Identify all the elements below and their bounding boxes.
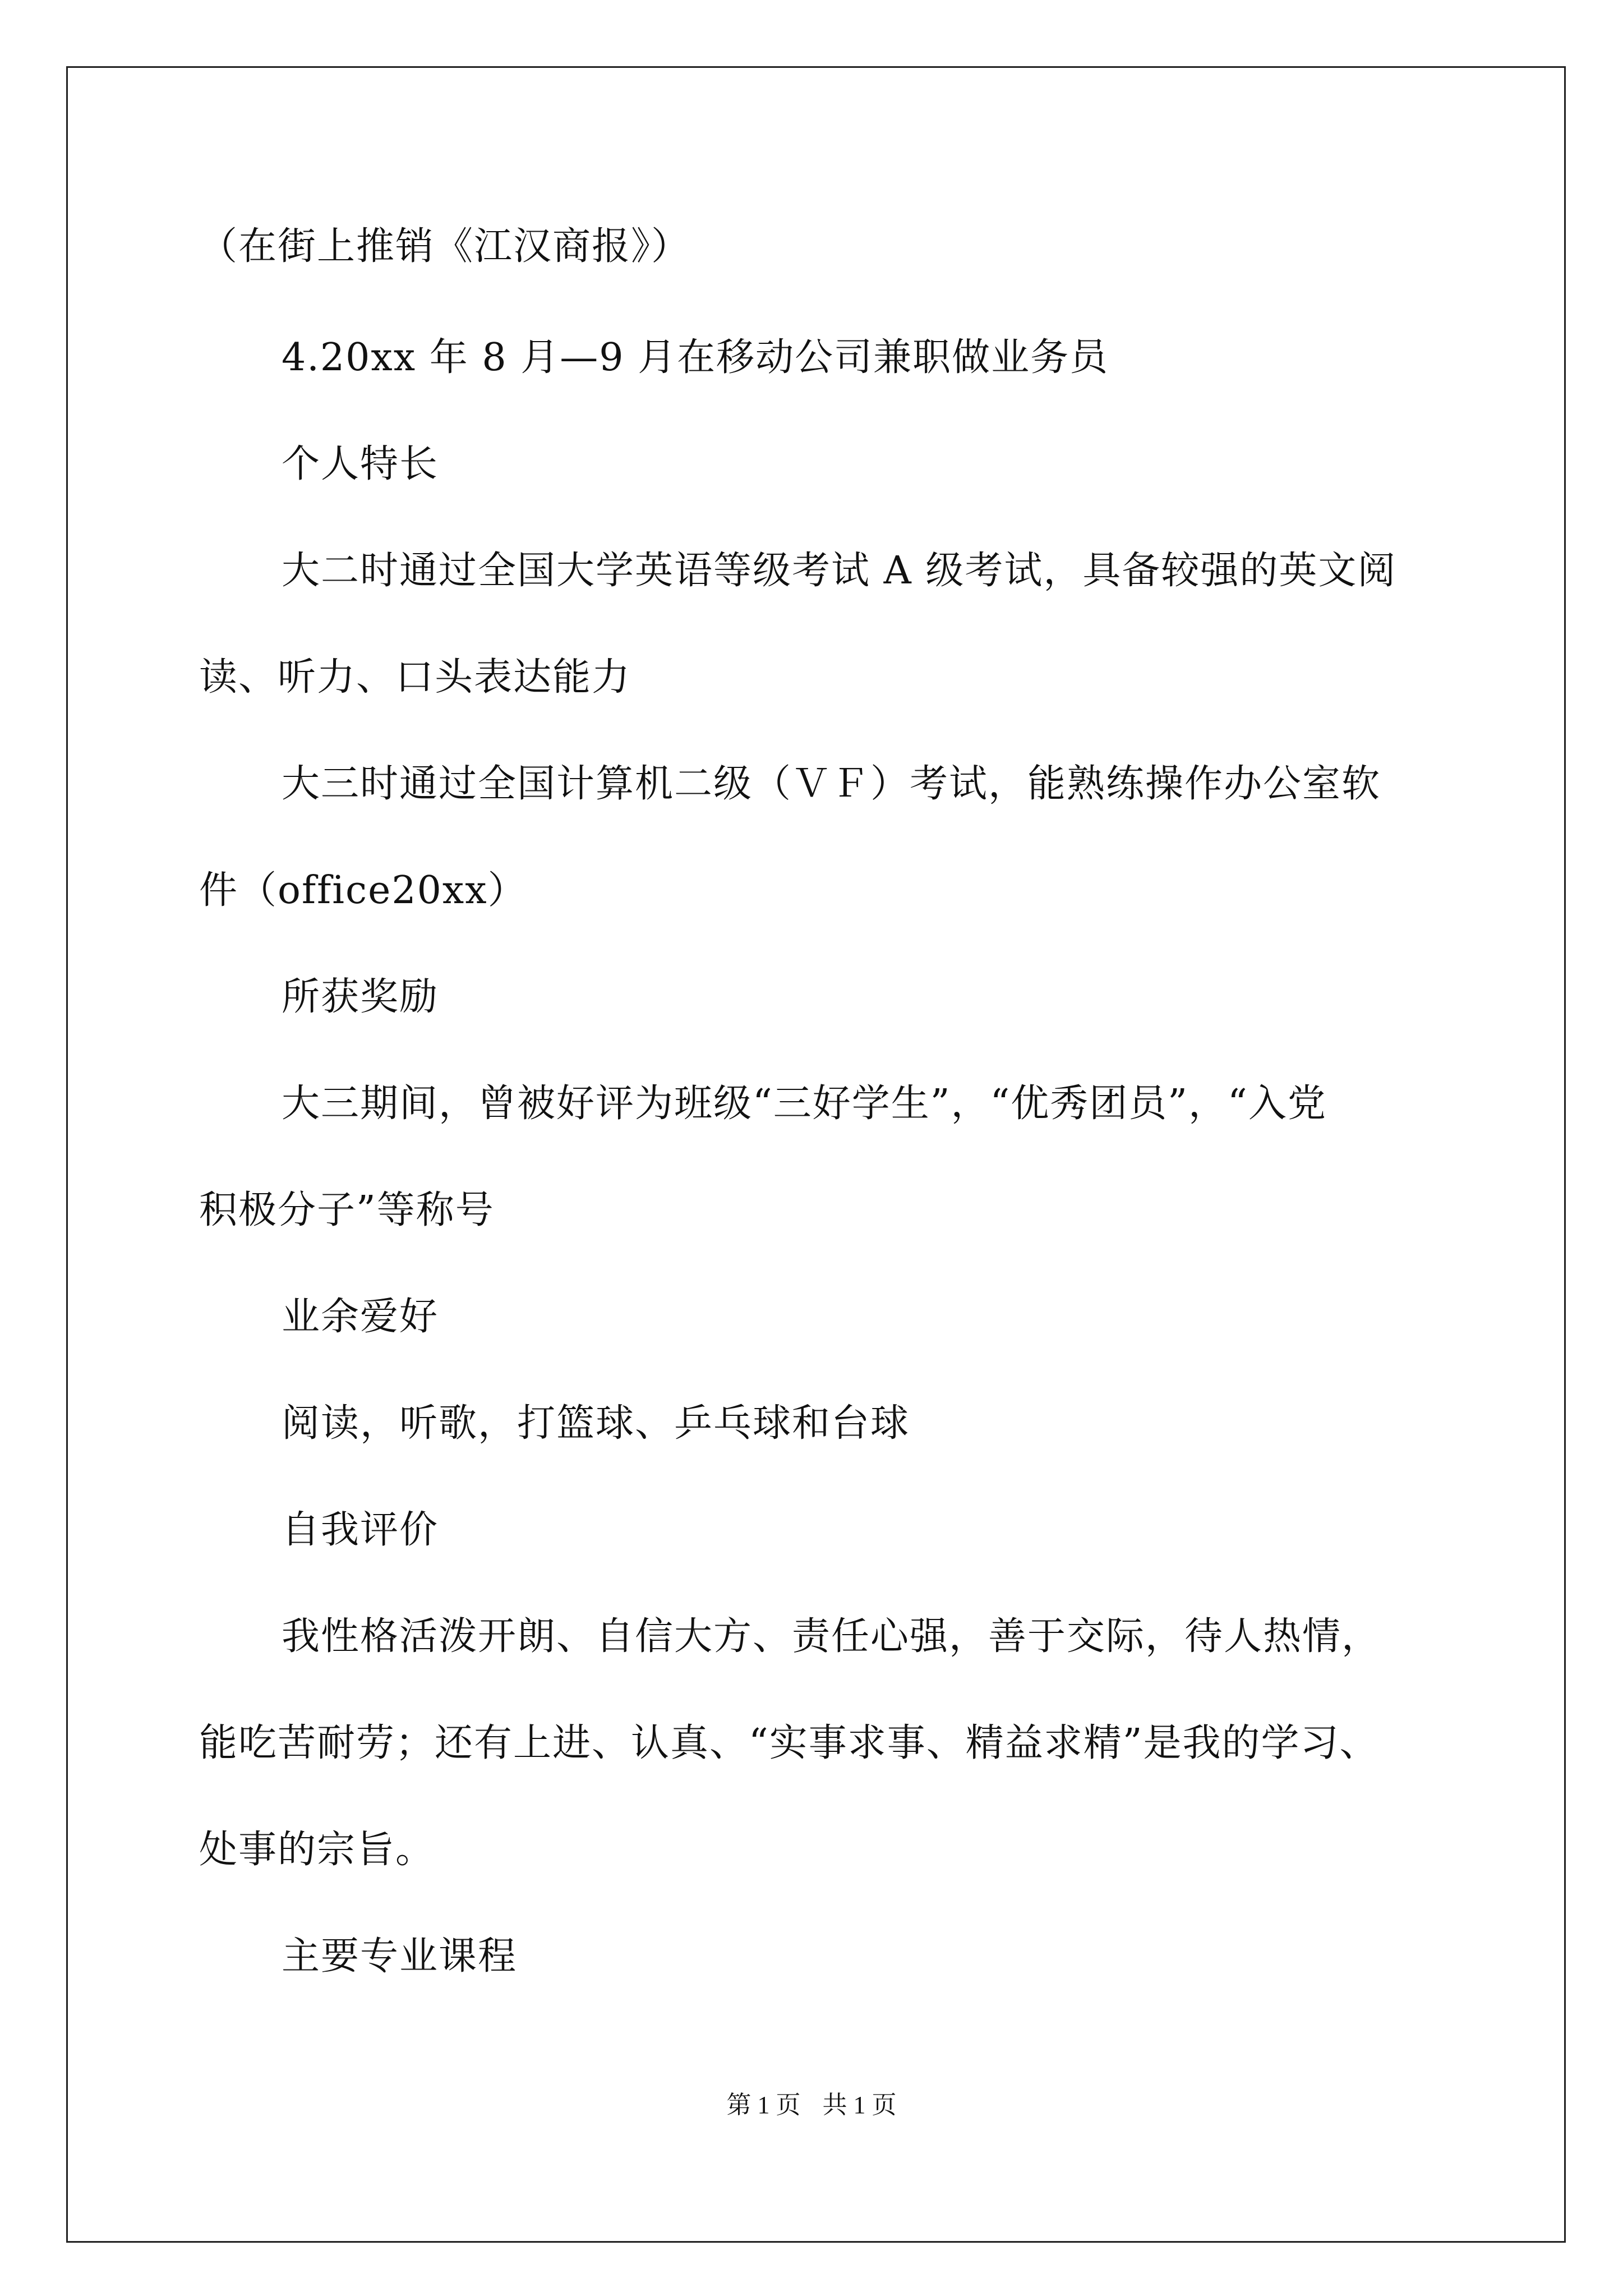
- section-heading-self-evaluation: 自我评价: [282, 1508, 439, 1552]
- text-line: 大三期间，曾被好评为班级“三好学生”，“优秀团员”，“入党: [282, 1082, 1327, 1126]
- page-border: [66, 66, 1566, 2243]
- page-number-total: 共 1 页: [822, 2091, 897, 2119]
- text-line: 处事的宗旨。: [199, 1828, 435, 1872]
- text-line: 件（office20xx）: [199, 868, 527, 913]
- text-line: 阅读，听歌，打篮球、乒乓球和台球: [282, 1401, 910, 1446]
- text-line: 4.20xx 年 8 月—9 月在移动公司兼职做业务员: [282, 335, 1109, 380]
- text-line: 能吃苦耐劳；还有上进、认真、“实事求事、精益求精”是我的学习、: [199, 1721, 1379, 1765]
- text-line: （在街上推销《江汉商报》）: [199, 224, 691, 269]
- text-line: 我性格活泼开朗、自信大方、责任心强，善于交际，待人热情，: [282, 1614, 1381, 1659]
- text-line: 读、听力、口头表达能力: [199, 655, 631, 700]
- section-heading-hobbies: 业余爱好: [282, 1295, 439, 1339]
- text-line: 大三时通过全国计算机二级（ＶＦ）考试，能熟练操作办公室软: [282, 762, 1381, 806]
- section-heading-awards: 所获奖励: [282, 975, 439, 1019]
- section-heading-skills: 个人特长: [282, 442, 439, 486]
- text-line: 大二时通过全国大学英语等级考试 A 级考试，具备较强的英文阅: [282, 549, 1397, 593]
- page-footer: [0, 2090, 1623, 2121]
- text-line: 积极分子”等称号: [199, 1188, 495, 1232]
- page-number-current: 第 1 页: [726, 2091, 801, 2119]
- section-heading-courses: 主要专业课程: [282, 1934, 518, 1978]
